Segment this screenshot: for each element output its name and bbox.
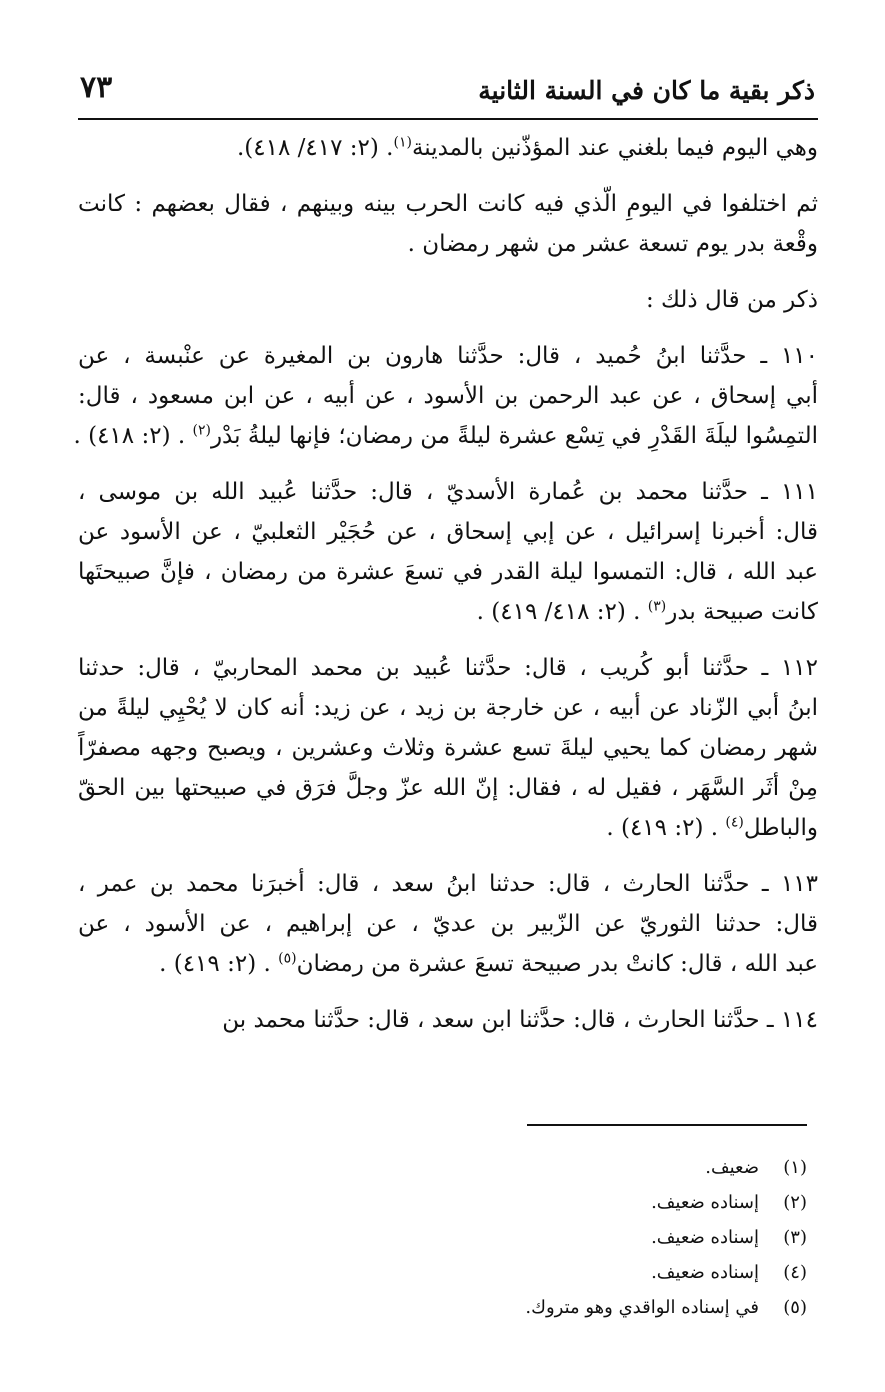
line-text: عبد الله ، قال: كانتْ بدر صبيحة تسعَ عشرة من رمضان [296,951,818,977]
text-line [78,224,818,264]
text-line [78,376,818,416]
page-number: ٧٣ [80,70,113,105]
footnote-item [67,1220,807,1255]
footnote-marker[interactable]: (١) [393,134,412,151]
text-line [78,904,818,944]
paragraph [78,648,818,848]
text-line [78,280,818,320]
line-text: ١١٣ ـ حدَّثنا الحارث ، قال: حدثنا ابنُ سعد ، قال: أخبرَنا محمد بن عمر ، [78,871,818,897]
footnote-marker[interactable]: (٤) [725,814,744,831]
page-header [80,70,815,120]
footnote-item [67,1185,807,1220]
line-text: ١١٢ ـ حدَّثنا أبو كُريب ، قال: حدَّثنا عُبيد بن محمد المحاربيّ ، قال: حدثنا [78,655,818,681]
text-line [78,552,818,592]
citation-reference: . (٢: ٤١٨/ ٤١٩) . [476,599,648,625]
paragraph [78,280,818,320]
footnote-number: (٤) [783,1262,807,1283]
footnote-item [67,1150,807,1185]
line-text: وقْعة بدر يوم تسعة عشر من شهر رمضان . [407,231,818,257]
paragraph [78,864,818,984]
footnotes [67,1150,807,1325]
footnote-text: في إسناده الواقدي وهو متروك. [525,1297,759,1318]
citation-reference: . (٢: ٤١٧/ ٤١٨). [236,135,394,161]
line-text: مِنْ أثَر السَّهَر ، فقيل له ، فقال: إنّ الله عزّ وجلَّ فرَق في صبيحتها بين الحقّ [78,775,818,801]
paragraph [78,184,818,264]
line-text: ابنُ أبي الزّناد عن أبيه ، عن خارجة بن زيد ، عن زيد: أنه كان لا يُحْيِي ليلةً من [78,695,818,721]
footnote-item [67,1290,807,1325]
footnote-text: ضعيف. [705,1157,759,1178]
line-text: كانت صبيحة بدر [666,599,818,625]
footnote-number: (٣) [783,1227,807,1248]
paragraph [78,472,818,632]
citation-reference: . (٢: ٤١٨) . [73,423,193,449]
paragraph [73,336,818,456]
text-line [78,688,818,728]
text-line [73,416,818,456]
text-line [78,512,818,552]
text-line [78,864,818,904]
text-line [78,184,818,224]
text-line [78,768,818,808]
line-text: قال: حدثنا الثوريّ عن الزّبير بن عديّ ، عن إبراهيم ، عن الأسود ، عن [78,911,818,937]
text-line [78,336,818,376]
text-line [78,472,818,512]
footnote-number: (١) [783,1157,807,1178]
text-line [78,1000,818,1040]
paragraph [78,1000,818,1040]
text-line [78,592,818,632]
line-text: شهر رمضان كما يحيي ليلةَ تسع عشرة وثلاث وعشرين ، ويصبح وجهه مصفرّاً [78,735,818,761]
line-text: عبد الله ، قال: التمسوا ليلة القدر في تسعَ عشرة من رمضان ، فإنَّ صبيحتَها [78,559,818,585]
footnote-text: إسناده ضعيف. [651,1227,759,1248]
line-text: التمِسُوا ليلَةَ القَدْرِ في تِسْع عشرة ليلةً من رمضان؛ فإنها ليلةُ بَدْر [210,423,818,449]
footnote-marker[interactable]: (٢) [192,422,211,439]
line-text: ثم اختلفوا في اليومِ الّذي فيه كانت الحرب بينه وبينهم ، فقال بعضهم : كانت [78,191,818,217]
footnote-number: (٥) [783,1297,807,1318]
line-text: ١١٠ ـ حدَّثنا ابنُ حُميد ، قال: حدَّثنا هارون بن المغيرة عن عنْبسة ، عن [78,343,818,369]
running-title: ذكر بقية ما كان في السنة الثانية [478,76,815,105]
line-text: قال: أخبرنا إسرائيل ، عن إبي إسحاق ، عن حُجَيْر الثعلبيّ ، عن الأسود عن [78,519,818,545]
footnote-text: إسناده ضعيف. [651,1192,759,1213]
text-line [78,944,818,984]
footnote-number: (٢) [783,1192,807,1213]
header-divider [78,118,818,120]
citation-reference: . (٢: ٤١٩) . [606,815,726,841]
line-text: ١١٤ ـ حدَّثنا الحارث ، قال: حدَّثنا ابن سعد ، قال: حدَّثنا محمد بن [222,1007,818,1033]
line-text: ١١١ ـ حدَّثنا محمد بن عُمارة الأسديّ ، قال: حدَّثنا عُبيد الله بن موسى ، [78,479,818,505]
body-text [73,128,818,1040]
footnote-item [67,1255,807,1290]
line-text: وهي اليوم فيما بلغني عند المؤذّنين بالمدينة [411,135,818,161]
paragraph [78,128,818,168]
line-text: أبي إسحاق ، عن عبد الرحمن بن الأسود ، عن أبيه ، عن ابن مسعود ، قال: [78,383,818,409]
text-line [78,728,818,768]
line-text: ذكر من قال ذلك : [645,287,818,313]
footnote-marker[interactable]: (٣) [647,598,667,615]
text-line [78,128,818,168]
text-line [78,808,818,848]
text-line [78,648,818,688]
footnote-text: إسناده ضعيف. [651,1262,759,1283]
footnote-marker[interactable]: (٥) [278,950,297,967]
footnote-divider [527,1124,807,1126]
citation-reference: . (٢: ٤١٩) . [159,951,279,977]
line-text: والباطل [743,815,818,841]
